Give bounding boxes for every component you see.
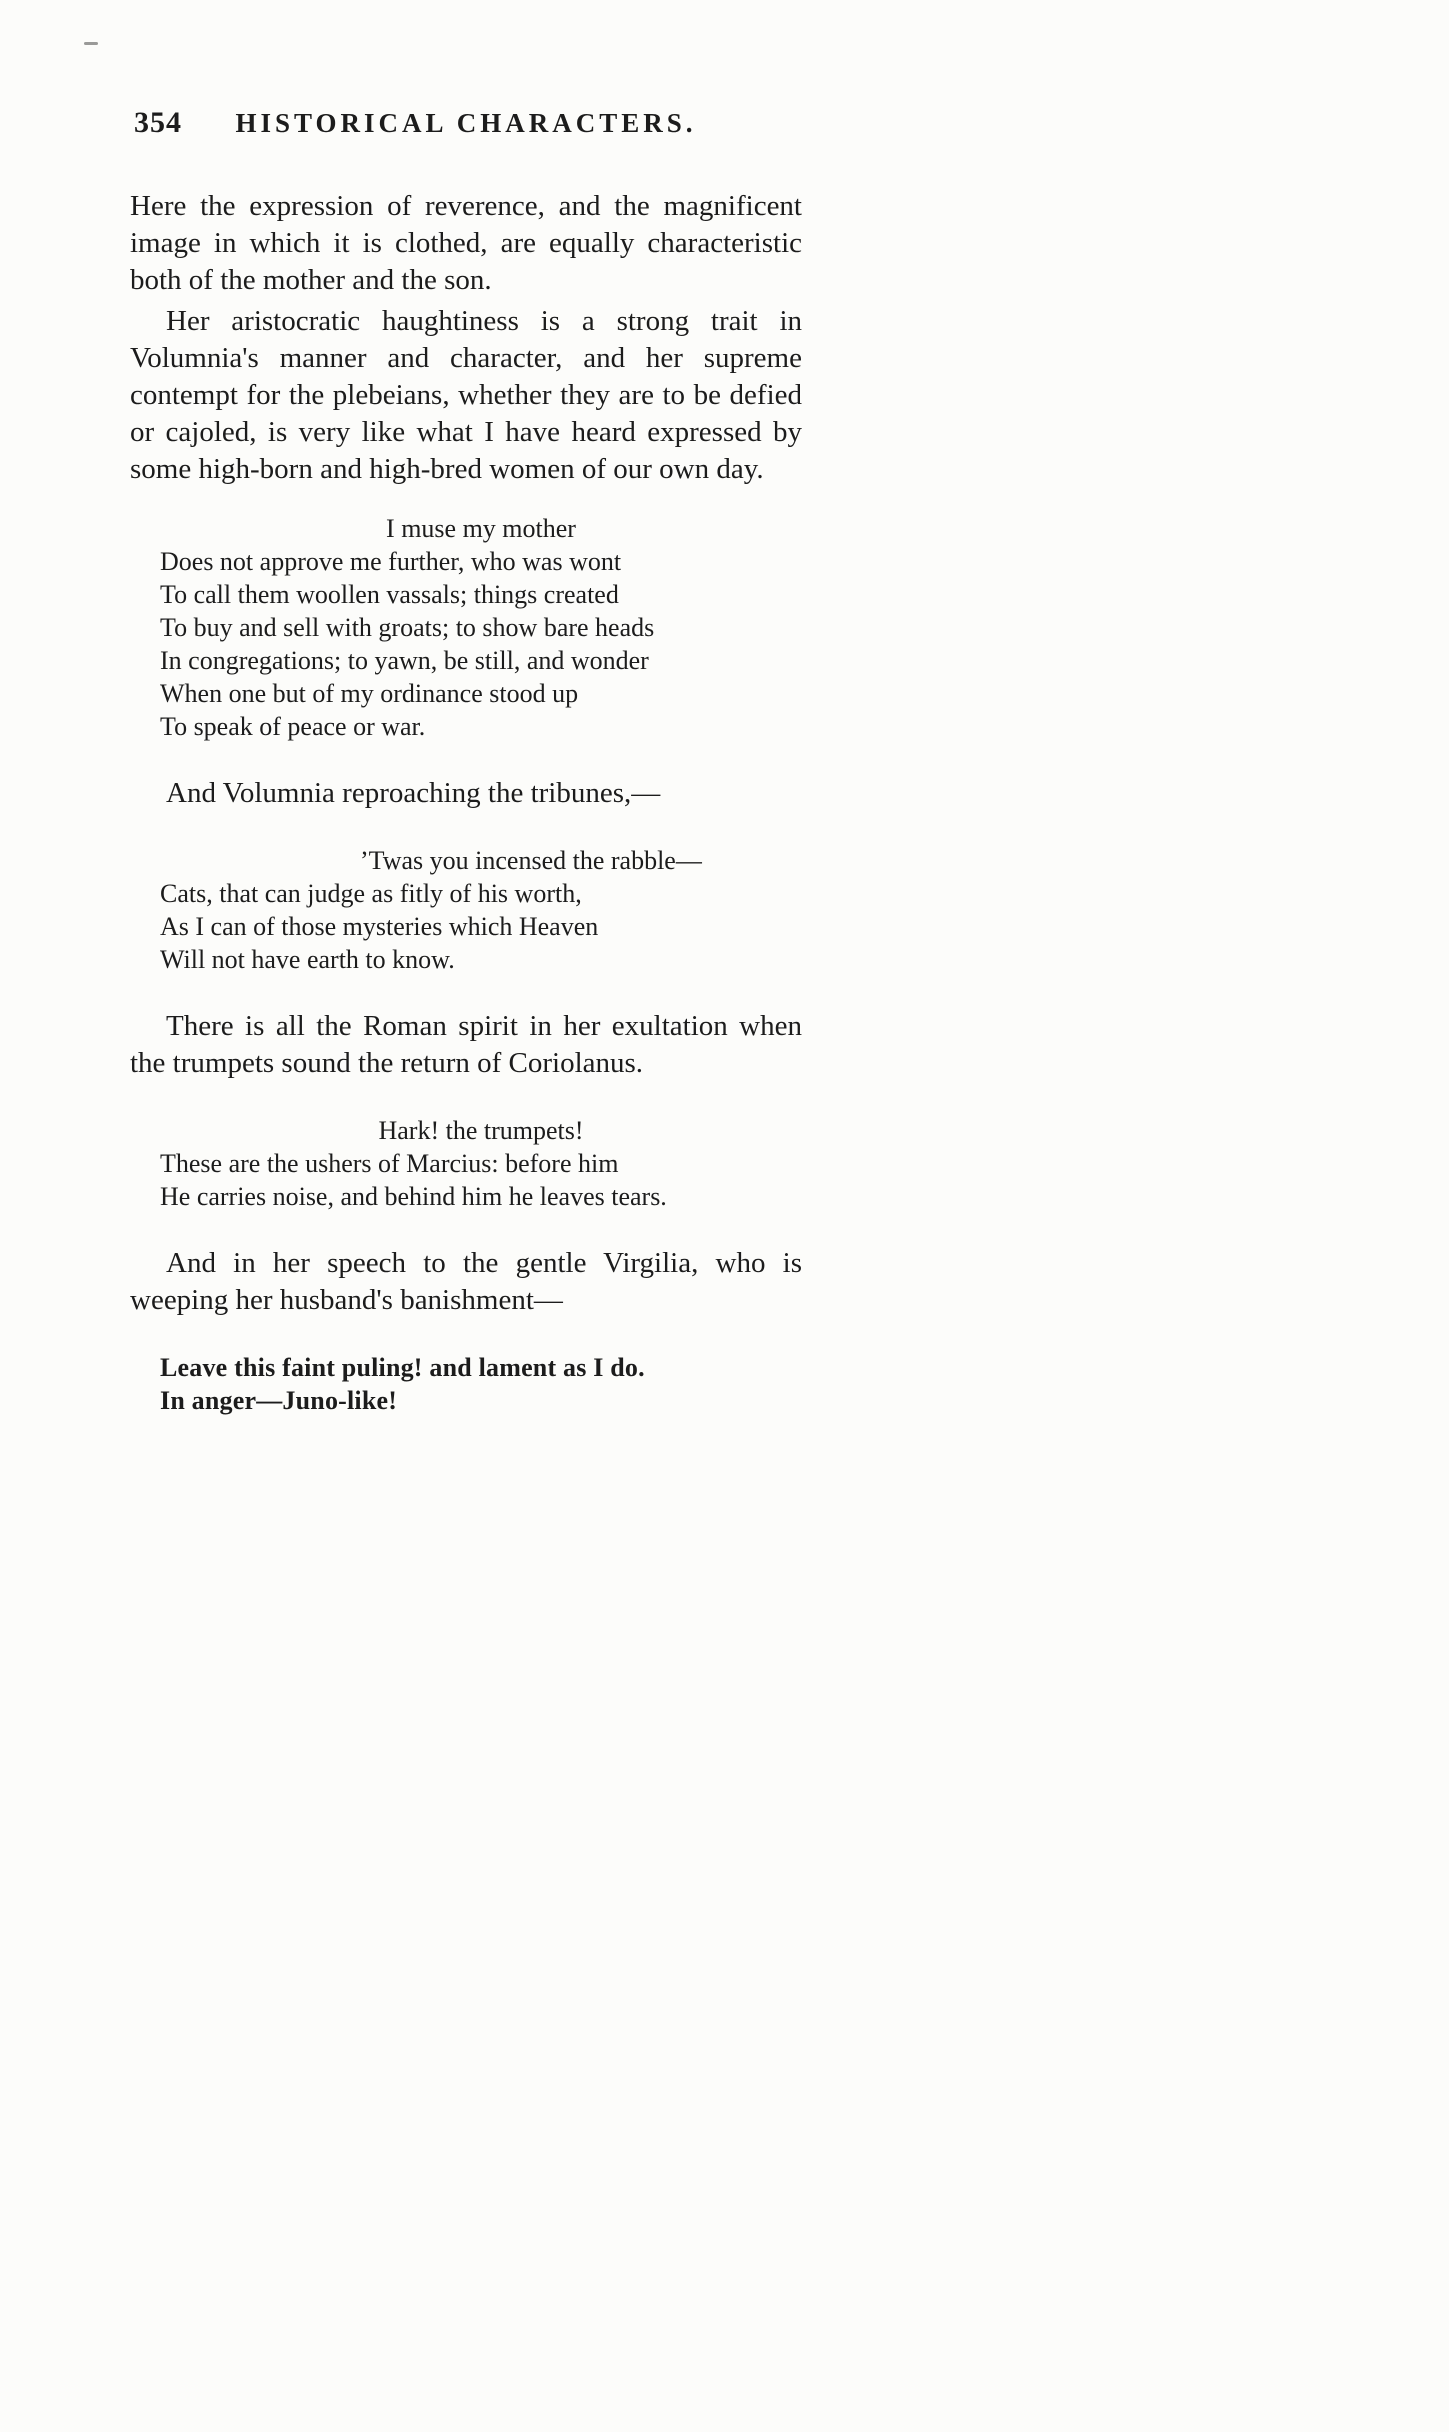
paragraph-tribunes: And Volumnia reproaching the tribunes,— <box>166 777 661 809</box>
verse-line: As I can of those mysteries which Heaven <box>160 912 599 941</box>
scan-artifact <box>84 42 98 45</box>
page-header <box>130 106 802 148</box>
verse-line: In congregations; to yawn, be still, and wonder <box>160 646 649 675</box>
page-number: 354 <box>134 106 182 139</box>
running-header: HISTORICAL CHARACTERS. <box>235 108 697 138</box>
text-block <box>130 106 802 1417</box>
verse-line: When one but of my ordinance stood up <box>160 679 579 708</box>
verse-line: To call them woollen vassals; things created <box>160 580 619 609</box>
verse-line: Leave this faint puling! and lament as I do. <box>160 1353 645 1382</box>
verse-line: He carries noise, and behind him he leaves tears. <box>160 1182 667 1211</box>
paragraph-virgilia: And in her speech to the gentle Virgilia, who is weeping her husband's banishment— <box>130 1247 802 1316</box>
verse-hark-trumpets <box>160 1114 802 1213</box>
paragraph-exultation: There is all the Roman spirit in her exultation when the trumpets sound the return of Coriolanus. <box>130 1010 802 1079</box>
verse-opening-line: ’Twas you incensed the rabble— <box>360 846 702 875</box>
verse-line: Cats, that can judge as fitly of his worth, <box>160 879 582 908</box>
verse-line: To buy and sell with groats; to show bare heads <box>160 613 655 642</box>
verse-juno-like <box>160 1351 802 1417</box>
paragraph-haughtiness: Her aristocratic haughtiness is a strong trait in Volumnia's manner and character, and her supreme contempt for the plebeians, whether they are to be defied or cajoled, is very like what I have heard expressed by some high-born and high-bred women of our own day. <box>130 305 802 485</box>
verse-muse-my-mother <box>160 512 802 743</box>
verse-line: Does not approve me further, who was wont <box>160 547 622 576</box>
verse-incensed-rabble <box>160 844 802 976</box>
paragraph-reverence: Here the expression of reverence, and the magnificent image in which it is clothed, are equally characteristic both of the mother and the son. <box>130 190 802 296</box>
verse-line: These are the ushers of Marcius: before him <box>160 1149 619 1178</box>
verse-opening-line: I muse my mother <box>386 514 576 543</box>
verse-line: In anger—Juno-like! <box>160 1386 398 1415</box>
verse-line: Will not have earth to know. <box>160 945 455 974</box>
verse-line: To speak of peace or war. <box>160 712 426 741</box>
verse-opening-line: Hark! the trumpets! <box>378 1116 584 1145</box>
